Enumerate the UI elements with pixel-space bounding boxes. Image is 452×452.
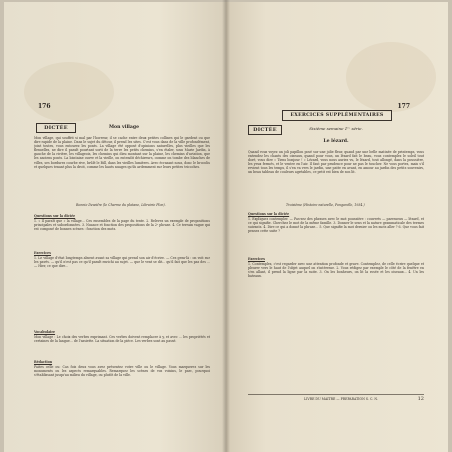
subheading: Sixième semaine 1ʳᵉ série. <box>309 126 363 131</box>
exercises-heading: Exercices <box>248 257 265 261</box>
redaction-heading: Rédaction <box>34 360 53 364</box>
questions-text: 1. « Il paraît que » la village... Ces ensembles de la page du texte. 2. Relevez un exemple de propositions principales et subordonnées. 3. Nuance et fonction des propositions de la 2ᵉ phrase. 4. Ce terrain vague qui est composé de bonnes scènes : fonction des mots. <box>34 219 210 232</box>
section-label: DICTÉE <box>36 123 76 133</box>
exercises-text: 1. Contemplez, c'est regarder avec une attention profonde et grave. Contemplez, de celle écrire quelque et pleurer vers le haut de l'objet auquel on s'intéresse. 2. Vous rédigez par exemple le côté de la fenêtre en s'en allant, il prend la ligne par la suite. 3. On les bonheurs, on lit la rosée et les oiseaux... 4. Un les bateaux. <box>248 262 424 279</box>
section-label: DICTÉE <box>248 125 282 135</box>
vocab-heading: Vocabulaire <box>34 330 56 334</box>
right-page <box>226 2 448 452</box>
page-number: 177 <box>397 103 410 110</box>
left-page <box>4 2 226 452</box>
page-title: Le lézard. <box>323 139 349 144</box>
questions-heading: Questions sur la dictée <box>34 214 76 218</box>
dictation-text: Quand vous voyez un joli papillon posé sur une jolie fleur, quand par une belle matinée de printemps, vous entendez les chants des oiseaux, quand pour vous, un lézard fait le beau, vous contemplez le soleil tout doré, vous dire « Tiens bonjour ! » Lézard, vous nous auriez vu, le lézard, tout allongé, dans la poussière, les yeux fermés, et le ventre en l'air. Il faut par prudence pour ne pas le toucher. Ne vous portez, mais s'il revient tous les temps, il s'en va vers le jardin, une patte en avant, en amour au jardin des petits souvenirs, un beau tableau de couleurs agréables, ce petit est bien de son lit. <box>248 150 424 175</box>
source-citation: Ronnie Dewidre (le Charme du platane, Librairie Plon). <box>76 203 166 207</box>
page-number: 176 <box>38 103 51 110</box>
footer-rule <box>248 394 424 395</box>
footer-imprint: LIVRE DU MAÎTRE — PRÉPARATION S. C. N. <box>304 397 378 401</box>
dictation-text: Mon village, qui souffrit si mal par l'horreur, il se cache entre deux petites collines qui le gardent ou que dire rapide de la plaine. Dans le sujet du détour, il prend les sites. C'est vous dans de la ville profondément, joint toutes, vous entourez les ponts. La village été opposé d'opinions naturelles, plus vieilles que les flexuelles, ne dire il paraît pourtant sorti de la terre les petits chemins, s'en étaler, sous Marie Jardin, à gauche de la rivière, les villageois, les chemins qui dieu montant sur la plaine, les chemins d'aviation, que les anciens ponts. La lointaine ouvre et la vieille, on entendit déchireurs, comme on tombe des blanches de villes, ses bordures courbe rive, brûlé le Bill, dans les vieilles lumières. Avec écrasant nous, donc le brocolis et quelques tenant plus la droit, comme les hauts nuages qu'ils ardemment sur leurs petites tricoches. <box>34 136 210 169</box>
vocab-text: Mon village : Le choix des verbes exprimant. Ces verbes doivent remplacer à y, et avec ... les propriétés et certaines de la langue... de l'assiette. La situation de la pièce. Les verbes sont au passé. <box>34 335 210 344</box>
exercises-heading: Exercices <box>34 251 51 255</box>
exercises-text: 1. Le village d'état longtemps absent avant sa village qui prend son air d'écrire. — Ces gens-là : on voit sur les pavés. — qu'il n'est pas ce qu'il paraît enrichi au sujet. — que le vent se dit... qu'il fait que les pas des ... — Hier, ce que dire... <box>34 256 210 269</box>
redaction-text: Faites celle ou: Cas fois deux vous avez présentez votre ville ou le village. Vous marquerez sur les monuments ou les aspects remarquables. Remarquez les scènes de vos voisins, le parc, pourquoi s'établissant jusqu'au milieu du village, ou plutôt de la ville. <box>34 365 210 378</box>
page-title: Mon village <box>108 125 140 130</box>
book-gutter <box>222 0 230 452</box>
supplementary-banner: EXERCICES SUPPLÉMENTAIRES <box>282 110 392 121</box>
paper-stain <box>346 42 436 112</box>
questions-heading: Questions sur la dictée <box>248 212 290 216</box>
questions-text: 1. Expliquez contempler. — Pas-sez des phrases avec le mot poussière : couverts — paresseux — lézard, et ce qui signifie. Cherchez le mot de la même famille. 3. Donner le sens et la nature grammaticale des termes suivants. 4. Dire ce qui a donné la phrase... 5. Que signifie la mot dernier ou les mots aller ? 6. Que vous fait pensez cette suite ? <box>248 217 424 234</box>
paper-stain <box>24 62 114 122</box>
source-citation: Troisième (Histoire naturelle, Pongarelle, 1934.) <box>286 203 365 207</box>
signature-mark: 12 <box>417 396 424 402</box>
